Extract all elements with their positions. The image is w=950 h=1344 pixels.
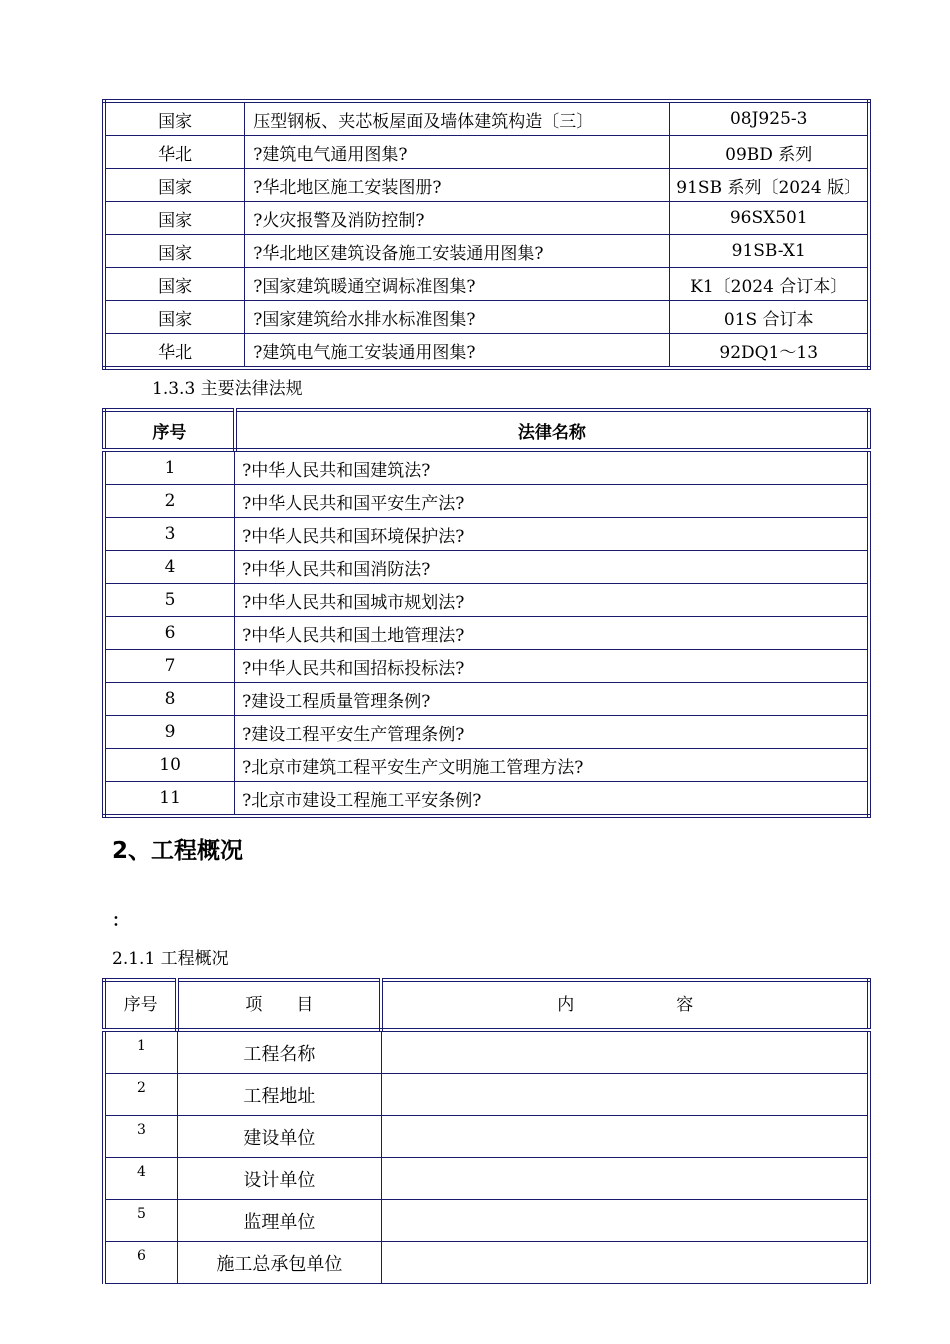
laws-table (102, 408, 871, 818)
overview-number: 5 (104, 1200, 177, 1242)
law-row (104, 716, 869, 749)
law-name: ?中华人民共和国土地管理法? (235, 617, 869, 650)
laws-header-row (104, 410, 869, 450)
standard-code: K1〔2024 合订本〕 (670, 268, 869, 301)
overview-item: 施工总承包单位 (177, 1242, 381, 1284)
overview-content-cell[interactable] (381, 1116, 869, 1158)
law-name: ?建设工程平安生产管理条例? (235, 716, 869, 749)
law-name: ?中华人民共和国招标投标法? (235, 650, 869, 683)
standards-row (104, 169, 869, 202)
law-number: 8 (104, 683, 235, 716)
standard-code: 01S 合订本 (670, 301, 869, 334)
standard-region: 华北 (104, 334, 245, 369)
law-row (104, 518, 869, 551)
overview-content-cell[interactable] (381, 1158, 869, 1200)
law-name: ?建设工程质量管理条例? (235, 683, 869, 716)
law-row (104, 450, 869, 485)
standards-row (104, 235, 869, 268)
standard-region: 国家 (104, 169, 245, 202)
overview-item: 工程名称 (177, 1030, 381, 1074)
law-number: 7 (104, 650, 235, 683)
standards-row (104, 334, 869, 369)
law-number: 11 (104, 782, 235, 817)
law-name: ?中华人民共和国城市规划法? (235, 584, 869, 617)
standard-region: 华北 (104, 136, 245, 169)
law-name: ?北京市建设工程施工平安条例? (235, 782, 869, 817)
standard-region: 国家 (104, 268, 245, 301)
standard-region: 国家 (104, 235, 245, 268)
law-number: 9 (104, 716, 235, 749)
standard-name: ?国家建筑暖通空调标准图集? (245, 268, 670, 301)
overview-row (104, 1200, 869, 1242)
overview-content-cell[interactable] (381, 1030, 869, 1074)
overview-item: 监理单位 (177, 1200, 381, 1242)
law-row (104, 782, 869, 817)
standards-row (104, 268, 869, 301)
overview-number: 1 (104, 1030, 177, 1074)
overview-row (104, 1158, 869, 1200)
laws-header-name: 法律名称 (235, 410, 869, 450)
heading-engineering-overview: 2、工程概况 (112, 838, 244, 864)
law-row (104, 650, 869, 683)
overview-number: 6 (104, 1242, 177, 1284)
standard-region: 国家 (104, 301, 245, 334)
standard-region: 国家 (104, 101, 245, 136)
standard-code: 09BD 系列 (670, 136, 869, 169)
section-2-1-1-label: 2.1.1 工程概况 (112, 949, 229, 969)
overview-number: 4 (104, 1158, 177, 1200)
overview-content-cell[interactable] (381, 1200, 869, 1242)
standard-code: 08J925-3 (670, 101, 869, 136)
standards-row (104, 136, 869, 169)
colon-mark: ： (112, 911, 129, 931)
overview-header-row (104, 980, 869, 1030)
law-number: 3 (104, 518, 235, 551)
overview-number: 3 (104, 1116, 177, 1158)
overview-item: 建设单位 (177, 1116, 381, 1158)
law-row (104, 749, 869, 782)
law-number: 1 (104, 450, 235, 485)
project-overview-table (102, 978, 871, 1284)
overview-header-content: 内 容 (381, 980, 869, 1030)
standard-code: 91SB 系列〔2024 版〕 (670, 169, 869, 202)
standard-code: 96SX501 (670, 202, 869, 235)
overview-item: 设计单位 (177, 1158, 381, 1200)
law-number: 10 (104, 749, 235, 782)
overview-row (104, 1242, 869, 1284)
overview-row (104, 1030, 869, 1074)
overview-content-cell[interactable] (381, 1074, 869, 1116)
standard-code: 92DQ1～13 (670, 334, 869, 369)
overview-header-item: 项 目 (177, 980, 381, 1030)
standards-table (102, 99, 871, 370)
overview-number: 2 (104, 1074, 177, 1116)
law-name: ?中华人民共和国平安生产法? (235, 485, 869, 518)
law-name: ?中华人民共和国消防法? (235, 551, 869, 584)
law-row (104, 485, 869, 518)
standards-row (104, 101, 869, 136)
law-name: ?中华人民共和国建筑法? (235, 450, 869, 485)
standard-name: ?建筑电气施工安装通用图集? (245, 334, 670, 369)
standards-row (104, 202, 869, 235)
law-number: 5 (104, 584, 235, 617)
standard-name: ?火灾报警及消防控制? (245, 202, 670, 235)
overview-header-no: 序号 (104, 980, 177, 1030)
law-name: ?中华人民共和国环境保护法? (235, 518, 869, 551)
laws-header-no: 序号 (104, 410, 235, 450)
standard-name: ?建筑电气通用图集? (245, 136, 670, 169)
law-number: 6 (104, 617, 235, 650)
section-1-3-3-label: 1.3.3 主要法律法规 (152, 379, 303, 399)
standard-code: 91SB-X1 (670, 235, 869, 268)
standards-row (104, 301, 869, 334)
standard-name: ?国家建筑给水排水标准图集? (245, 301, 670, 334)
law-name: ?北京市建筑工程平安生产文明施工管理方法? (235, 749, 869, 782)
law-row (104, 617, 869, 650)
overview-content-cell[interactable] (381, 1242, 869, 1284)
standard-region: 国家 (104, 202, 245, 235)
overview-row (104, 1074, 869, 1116)
law-row (104, 584, 869, 617)
law-number: 4 (104, 551, 235, 584)
law-row (104, 551, 869, 584)
overview-row (104, 1116, 869, 1158)
standard-name: ?华北地区施工安装图册? (245, 169, 670, 202)
law-row (104, 683, 869, 716)
law-number: 2 (104, 485, 235, 518)
overview-item: 工程地址 (177, 1074, 381, 1116)
standard-name: 压型钢板、夹芯板屋面及墙体建筑构造〔三〕 (245, 101, 670, 136)
standard-name: ?华北地区建筑设备施工安装通用图集? (245, 235, 670, 268)
